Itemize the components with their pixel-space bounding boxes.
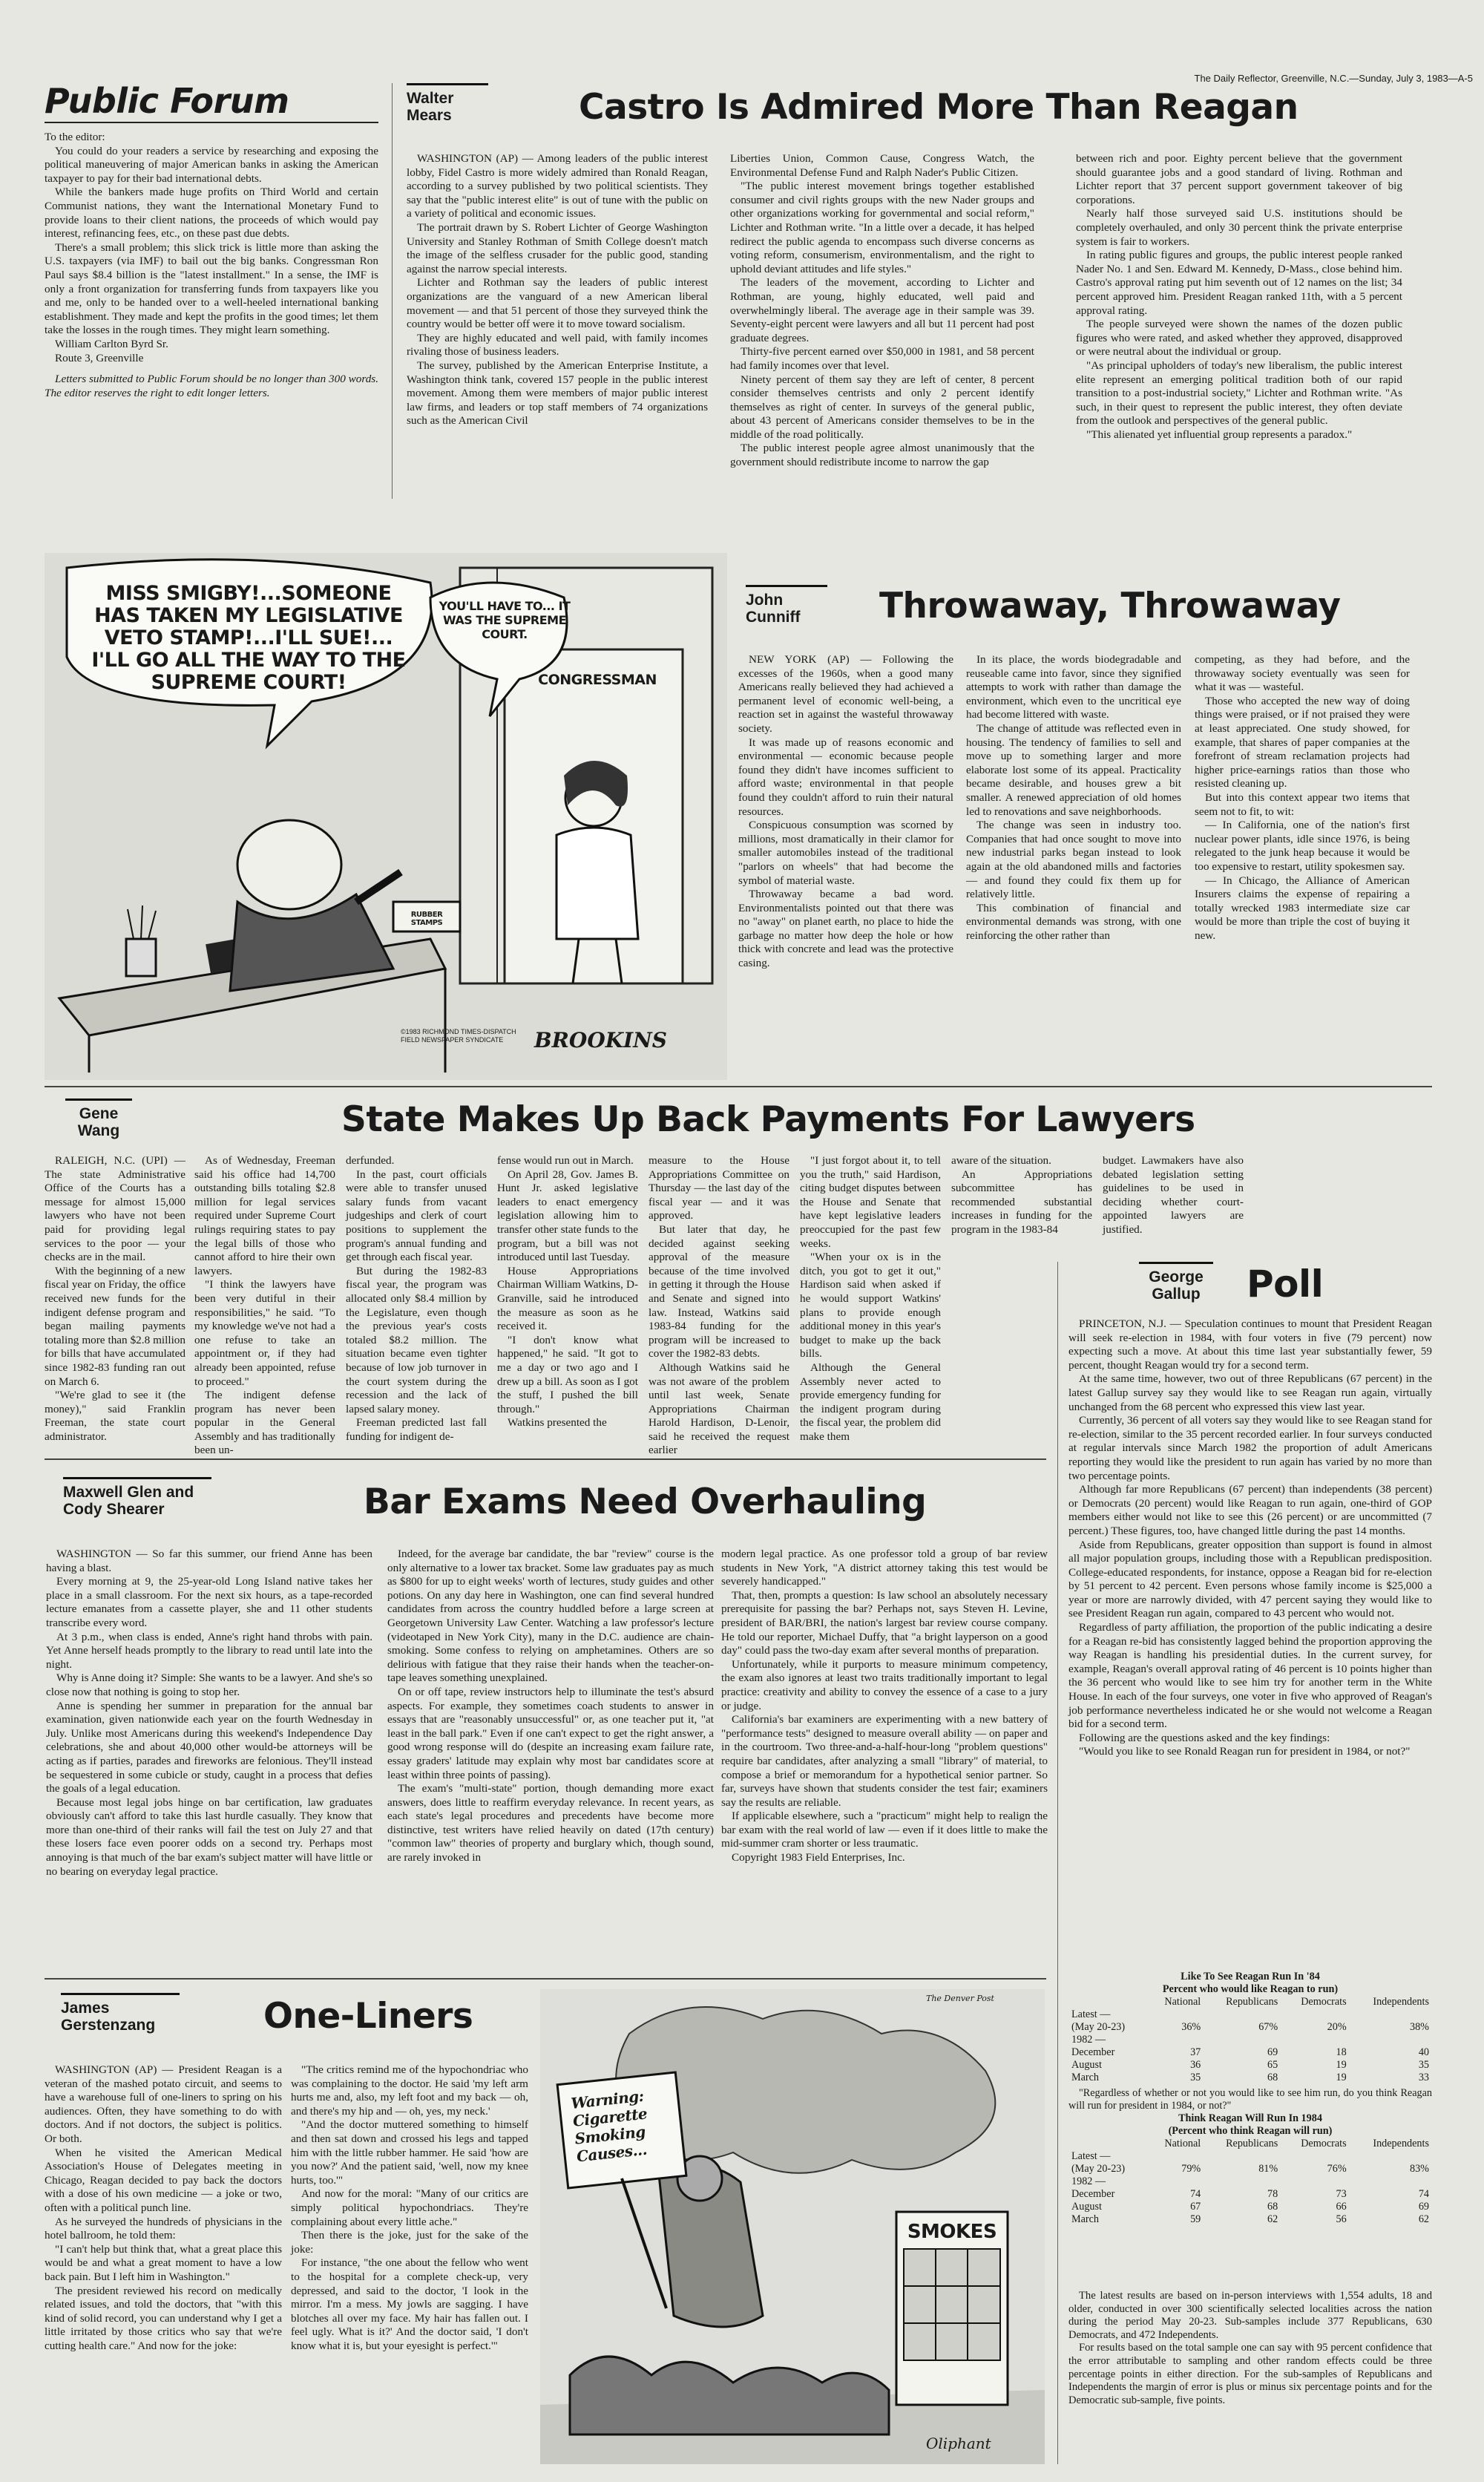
table-cell: December	[1071, 2046, 1115, 2058]
table-cell: 81%	[1258, 2163, 1278, 2175]
table-header: Independents	[1373, 2138, 1429, 2149]
lawyers-paragraph: fense would run out in March.	[497, 1154, 634, 1167]
poll-paragraph: Following are the questions asked and the key findings:	[1079, 1731, 1330, 1744]
throwaway-paragraph: Those who accepted the new way of doing things were praised, or if not praised they were at least appreciated. One study showed, for example, that shares of paper companies at the forefront of stream reclamation projects had higher price-earnings ratios than those who resisted cleaning up.	[1195, 694, 1410, 790]
cartoon-balloon-right: YOU'LL HAVE TO... IT WAS THE SUPREME COURT.	[439, 599, 571, 641]
table-cell: December	[1071, 2188, 1115, 2200]
table-cell: 1982 —	[1071, 2175, 1106, 2187]
table-cell: March	[1071, 2213, 1100, 2225]
lawyers-paragraph: House Appropriations Chairman William Watkins, D-Granville, said he introduced the measure as soon as he received it.	[497, 1264, 638, 1333]
table-cell: 76%	[1327, 2163, 1347, 2175]
oneliners-paragraph: "And the doctor muttered something to himself and then sat down and crossed his legs and tapped him with the little rubber hammer. He said 'how are you now?' And the patient said, 'well, now my knee hurts, too.'"	[291, 2118, 528, 2187]
table-cell: 20%	[1327, 2021, 1347, 2033]
castro-paragraph: In rating public figures and groups, the public interest people ranked Nader No. 1 and Sen. Edward M. Kennedy, D-Mass., close behind him. Castro's approval rating put him seventh out of 12 names on the list; 34 percent approved him. President Reagan ranked 11th, with a 5 percent approval rating.	[1076, 249, 1402, 317]
table-cell: 67	[1190, 2201, 1201, 2213]
letter-signature: William Carlton Byrd Sr.	[55, 337, 168, 350]
table-cell	[1350, 2034, 1432, 2046]
letter-paragraph: There's a small problem; this slick trick is little more than asking the U.S. taxpayers (via IMF) to bail out the big banks. Congressman Ron Paul says $8.4 billion is the "latest installment." In a sense, the IMF is only a front organization for transferring funds from taxpayers like you and me, only to be handed over to a well-heeled international banking establishment. They made and kept the profits in the good times; let them take the losses in the rough times. They might learn something.	[45, 240, 378, 337]
oneliners-headline: One-Liners	[263, 1996, 473, 2037]
throwaway-paragraph: — In California, one of the nation's first nuclear power plants, idle since 1976, is being relegated to the junk heap because it would be too expensive to restart, utility spokesmen say.	[1195, 819, 1410, 873]
table-row	[1068, 2008, 1432, 2021]
lawyers-col-5	[649, 1154, 789, 1457]
castro-byline: Walter Mears	[407, 83, 488, 124]
section-rule	[45, 1978, 1046, 1980]
throwaway-paragraph: But into this context appear two items that seem not to fit, to wit:	[1195, 790, 1410, 818]
poll-table	[1068, 2138, 1432, 2226]
table-cell: 62	[1418, 2213, 1429, 2225]
lawyers-paragraph: The indigent defense program has never been popular in the General Assembly and has traditionally been un-	[194, 1389, 335, 1457]
table-cell: 83%	[1409, 2163, 1429, 2175]
lawyers-paragraph: "When your ox is in the ditch, you got to get it out," Hardison said when asked if he would support Watkins' plans to provide enough additional money in this year's budget to make up the back bills.	[800, 1251, 941, 1360]
oneliners-paragraph: Then there is the joke, just for the sake of the joke:	[291, 2229, 528, 2256]
lawyers-paragraph: An Appropriations subcommittee has recommended substantial increases in funding for the program in the 1983-84	[951, 1168, 1092, 1236]
table-cell: 1982 —	[1071, 2034, 1106, 2046]
cartoon-signature: Oliphant	[926, 2434, 991, 2452]
bar-paragraph: Unfortunately, while it purports to measure minimum competency, the exam also ignores at least two traits traditionally important to legal practice: creativity and ability to convey the essence of a case to a jury or judge.	[721, 1657, 1048, 1712]
lawyers-paragraph: "I just forgot about it, to tell you the truth," said Hardison, citing budget disputes between the House and Senate that have kept legislative leaders preoccupied for the past few weeks.	[800, 1154, 941, 1250]
table-cell: 68	[1267, 2072, 1278, 2083]
bar-paragraph: On or off tape, review instructors help to illuminate the test's absurd aspects. For example, they sometimes coach students to answer in essays that are "reasonably unsuccessful" or, as one teacher put it, "at least in the ball park." Even if one can't expect to get the right answer, a good wrong response will do (despite an increasing exam failure rate, essay graders' latitude may explain why most bar candidates score at least within three points of passing).	[387, 1685, 714, 1781]
table-cell	[1204, 2150, 1281, 2163]
bar-copyright: Copyright 1983 Field Enterprises, Inc.	[732, 1851, 905, 1864]
table-header-row	[1068, 2138, 1432, 2150]
table-cell	[1281, 2034, 1349, 2046]
table-cell: 33	[1418, 2072, 1429, 2083]
castro-paragraph: "As principal upholders of today's new liberalism, the public interest elite represent an emerging political tradition both of our rapid transition to a post-industrial society," Lichter and Rothman write. "As such, in their quest to represent the public interest, they often deviate from the outlook and perspectives of the general public.	[1076, 358, 1402, 428]
table-cell: 67%	[1258, 2021, 1278, 2033]
throwaway-paragraph: — In Chicago, the Alliance of American Insurers claims the expense of repairing a totally wrecked 1983 intermediate size car would be more than triple the cost of buying it new.	[1195, 874, 1410, 942]
table-header: Independents	[1373, 1996, 1429, 2008]
lawyers-col-2	[194, 1154, 335, 1457]
table-cell: 68	[1267, 2201, 1278, 2213]
table-cell: 74	[1190, 2188, 1201, 2200]
throwaway-byline: John Cunniff	[746, 585, 827, 626]
oneliners-paragraph: As he surveyed the hundreds of physicians in the hotel ballroom, he told them:	[45, 2215, 282, 2242]
poll-body	[1068, 1317, 1432, 1967]
bar-col-1	[46, 1548, 372, 1971]
table-header: Democrats	[1301, 1996, 1347, 2008]
castro-paragraph: between rich and poor. Eighty percent believe that the government should guarantee jobs and a good standard of living. Rothman and Lichter report that 37 percent support government takeover of big corporations.	[1076, 152, 1402, 206]
table-header-row	[1068, 1996, 1432, 2008]
lawyers-col-8	[1103, 1154, 1244, 1265]
lawyers-paragraph: "I don't know what happened," he said. "It got to me a day or two ago and I drew up a bill. As soon as I got the stuff, I pushed the bill through."	[497, 1333, 638, 1415]
oneliners-paragraph: "I can't help but think that, what a great place this would be and what a great moment to have a low back pain. But I left him in Washington."	[45, 2242, 282, 2283]
throwaway-col-1	[738, 653, 953, 1069]
table-header: National	[1164, 2138, 1201, 2149]
cartoon-credit: ©1983 RICHMOND TIMES-DISPATCH FIELD NEWSPAPER SYNDICATE	[401, 1028, 516, 1044]
throwaway-paragraph: This combination of financial and environmental demands was strong, with one reinforcing the other rather than	[966, 901, 1181, 942]
oneliners-paragraph: And now for the moral: "Many of our critics are simply political hypochondriacs. They're complaining about every little ache."	[291, 2187, 528, 2228]
letter-address: Route 3, Greenville	[55, 351, 144, 364]
lawyers-headline: State Makes Up Back Payments For Lawyers	[341, 1099, 1195, 1140]
lawyers-byline: Gene Wang	[65, 1098, 132, 1139]
oneliners-col-2	[291, 2063, 528, 2468]
throwaway-paragraph: NEW YORK (AP) — Following the excesses of the 1960s, when a good many Americans really believed they had achieved a permanent level of economic well-being, a reaction set in against the wasteful throwaway society.	[738, 653, 953, 735]
table-cell: 62	[1267, 2213, 1278, 2225]
table-cell: 79%	[1181, 2163, 1201, 2175]
bar-paragraph: Indeed, for the average bar candidate, the bar "review" course is the only alternative to a lower tax bracket. Some law graduates pay as much as $800 for up to eight weeks' worth of lectures, study guides and other potions. On any day here in Washington, one can find several hundred candidates from across the country huddled before a large screen at Georgetown University Law Center. Watching a law professor's lecture (videotaped in New York City), many in the D.C. audience are chain-smoking. Some confess to relying on amphetamines. Others are so delirious with fatigue that they raise their hands when the teacher-on-tape leaves something unexplained.	[387, 1548, 714, 1685]
bar-col-3	[721, 1548, 1048, 1971]
table-row	[1068, 2213, 1432, 2226]
lawyers-col-4	[497, 1154, 638, 1447]
table-cell: August	[1071, 2059, 1102, 2071]
poll-paragraph: Although far more Republicans (67 percent) than independents (38 percent) or Democrats (20 percent) would like Reagan to run again, one-third of GOP members either would not like to see this (26 percent) or are uncommitted (7 percent.) These figures, too, have changed little during the past 14 months.	[1068, 1483, 1432, 1537]
letter-paragraph: While the bankers made huge profits on Third World and certain Communist nations, they want the International Monetary Fund to provide loans to their client nations, the proceeds of which would pay interest, refinancing fees, etc., on these past due debts.	[45, 186, 378, 240]
castro-paragraph: Thirty-five percent earned over $50,000 in 1981, and 58 percent had family incomes over that level.	[730, 345, 1034, 372]
lawyers-paragraph: On April 28, Gov. James B. Hunt Jr. asked legislative leaders to enact emergency legislation allowing him to transfer other state funds to the program, but a bill was not introduced until last Tuesday.	[497, 1168, 638, 1264]
public-forum-section	[45, 82, 378, 482]
castro-paragraph: The public interest people agree almost unanimously that the government should redistribute income to narrow the gap	[730, 442, 1034, 469]
lawyers-paragraph: Although Watkins said he was not aware of the problem until last week, Senate Appropriations Chairman Harold Hardison, D-Lenoir, said he received the request earlier	[649, 1360, 789, 1457]
table-cell: 19	[1336, 2072, 1347, 2083]
bar-paragraph: WASHINGTON — So far this summer, our friend Anne has been having a blast.	[46, 1548, 372, 1574]
cartoon-sign-text: Warning: Cigarette Smoking Causes...	[570, 2086, 649, 2166]
table-cell	[1204, 2175, 1281, 2188]
table-cell: 37	[1190, 2046, 1201, 2058]
bar-byline: Maxwell Glen and Cody Shearer	[63, 1477, 211, 1518]
poll-paragraph: PRINCETON, N.J. — Speculation continues to mount that President Reagan will seek re-election in 1984, with four voters in five (79 percent) now expecting such a move. At about this time last year substantially fewer, 59 percent, thought Reagan would try for a second term.	[1068, 1317, 1432, 1372]
castro-paragraph: The leaders of the movement, according to Lichter and Rothman, are young, highly educated, well paid and overwhelmingly liberal. The average age in their sample was 39. Seventy-eight percent were lawyers and all but 11 percent had post graduate degrees.	[730, 276, 1034, 344]
table-cell	[1204, 2008, 1281, 2021]
table-row	[1068, 2201, 1432, 2213]
poll-methodology	[1068, 2290, 1432, 2464]
castro-paragraph: Liberties Union, Common Cause, Congress Watch, the Environmental Defense Fund and Ralph Nader's Public Citizen.	[730, 152, 1034, 179]
table-cell: 66	[1336, 2201, 1347, 2213]
poll-paragraph: The latest results are based on in-person interviews with 1,554 adults, 18 and older, conducted in over 300 scientifically selected localities across the nation during the period May 20-23. Sub-samples include 377 Republicans, 630 Democrats, and 472 Independents.	[1068, 2290, 1432, 2341]
table-header: Republicans	[1226, 1996, 1278, 2008]
table-row	[1068, 2163, 1432, 2175]
lawyers-paragraph: But during the 1982-83 fiscal year, the program was allocated only $8.4 million by the Legislature, even though the previous year's costs totaled $8.2 million. The situation became even tighter because of low job turnover in the court system during the recession and the lack of lapsed salary money.	[346, 1264, 487, 1415]
throwaway-col-3	[1195, 653, 1410, 1069]
bar-paragraph: If applicable elsewhere, such a "practicum" might help to realign the bar exam with the real world of law — even if it does little to make the mid-summer cram shorter or less traumatic.	[721, 1810, 1048, 1850]
lawyers-col-7	[951, 1154, 1092, 1265]
table-cell: 69	[1267, 2046, 1278, 2058]
lawyers-paragraph: Watkins presented the	[508, 1416, 607, 1430]
castro-paragraph: Lichter and Rothman say the leaders of public interest organizations are the vanguard of a new American liberal movement — and that 51 percent of those they surveyed think the country would be better off were it to move toward socialism.	[407, 276, 708, 331]
castro-paragraph: The survey, published by the American Enterprise Institute, a Washington think tank, covered 157 people in the public interest movement. Among them were members of major public interest law firms, and leaders or top staff members of 74 organizations such as the American Civil	[407, 358, 708, 428]
table-cell: March	[1071, 2072, 1100, 2083]
bar-paragraph: The exam's "multi-state" portion, though demanding more exact answers, does little to reaffirm everyday relevance. In recent years, as each state's legal procedures and precedents have become more distinctive, test writers have relied heavily on dated (17th century) "common law" theories of property and burglary which, though sound, are rarely invoked in	[387, 1782, 714, 1864]
table-header: National	[1164, 1996, 1201, 2008]
table-row	[1068, 2175, 1432, 2188]
throwaway-paragraph: The change was seen in industry too. Companies that had once sought to move into new industrial parks began instead to look again at the old abandoned mills and factories — and found they could fix them up for relatively little.	[966, 819, 1181, 901]
bar-paragraph: California's bar examiners are experimenting with a new battery of "performance tests" designed to measure overall ability — on paper and in the courtroom. Two three-and-a-half-hour-long "problem questions" require bar candidates, after analyzing a small "library" of material, to compose a brief or memorandum for a hypothetical senior partner. So far, surveys have shown that students consider the test fair; examiners say the results are reliable.	[721, 1713, 1048, 1809]
table-cell	[1148, 2175, 1204, 2188]
table-cell	[1350, 2175, 1432, 2188]
letter-paragraph: You could do your readers a service by researching and exposing the political maneuvering of major American banks in asking the American taxpayer to pay for their bad international debts.	[45, 144, 378, 185]
lawyers-paragraph: aware of the situation.	[951, 1154, 1051, 1167]
oneliners-byline: James Gerstenzang	[61, 1993, 180, 2034]
bar-paragraph: Every morning at 9, the 25-year-old Long Island native takes her place in a small classroom. For the next six hours, as a tape-recorded lecture emanates from a cassette player, she and 11 other students transcribe every word.	[46, 1575, 372, 1629]
table-row	[1068, 2150, 1432, 2163]
cartoon-box-label: RUBBER STAMPS	[410, 911, 443, 927]
editorial-cartoon-veto	[45, 553, 727, 1080]
castro-col-1	[407, 152, 708, 494]
poll-question-2: "Regardless of whether or not you would like to see him run, do you think Reagan will run for president in 1984, or not?"	[1068, 2087, 1432, 2112]
poll-paragraph: For results based on the total sample one can say with 95 percent confidence that the error attributable to sampling and other random effects could be three percentage points in either direction. For the sub-samples of Republicans and Independents the margin of error is plus or minus six percentage points and for the Democratic sub-sample, five points.	[1068, 2342, 1432, 2406]
column-rule	[392, 83, 393, 499]
throwaway-headline: Throwaway, Throwaway	[879, 586, 1341, 626]
throwaway-paragraph: Conspicuous consumption was scorned by millions, most dramatically in their clamor for smaller automobiles instead of the traditional "parlors on wheels" that had become the symbol of material waste.	[738, 819, 953, 887]
lawyers-paragraph: Freeman predicted last fall funding for indigent de-	[346, 1416, 487, 1443]
table-cell	[1350, 2150, 1432, 2163]
table-row	[1068, 2059, 1432, 2072]
table-cell: 73	[1336, 2188, 1347, 2200]
table-header: Democrats	[1301, 2138, 1347, 2149]
lawyers-paragraph: budget. Lawmakers have also debated legislation setting guidelines to be used in deciding whether court-appointed lawyers are justified.	[1103, 1154, 1244, 1236]
poll-table	[1068, 1996, 1432, 2084]
cartoon-signature: BROOKINS	[534, 1028, 667, 1052]
poll-headline: Poll	[1247, 1263, 1324, 1306]
oneliners-paragraph: When he visited the American Medical Association's House of Delegates meeting in Chicago, Reagan decided to pay back the doctors with a dose of his own medicine — a joke or two, often with a political punch line.	[45, 2146, 282, 2214]
bar-paragraph: modern legal practice. As one professor told a group of bar review students in New York, "A district attorney taking this test would be severely handicapped."	[721, 1548, 1048, 1588]
lawyers-paragraph: measure to the House Appropriations Committee on Thursday — the last day of the fiscal year — and it was approved.	[649, 1154, 789, 1222]
table-subtitle: (Percent who think Reagan will run)	[1168, 2125, 1333, 2137]
throwaway-paragraph: competing, as they had before, and the throwaway society eventually was seen for what it was — wasteful.	[1195, 653, 1410, 694]
throwaway-paragraph: In its place, the words biodegradable and reuseable came into favor, since they signified attempts to work with rather than damage the environment, which even to the uncritical eye had become littered with waste.	[966, 653, 1181, 721]
lawyers-paragraph: With the beginning of a new fiscal year on Friday, the office received new funds for the indigent defense program and began mailing payments totaling more than $2.8 million for bills that have accumulated since 1982-83 funding ran out on March 6.	[45, 1264, 186, 1388]
table-cell: 40	[1418, 2046, 1429, 2058]
lawyers-paragraph: derfunded.	[346, 1154, 395, 1167]
poll-paragraph: At the same time, however, two out of three Republicans (67 percent) in the latest Gallup survey say they would like to see Reagan run again, virtually unchanged from the 68 percent who expressed this view last year.	[1068, 1372, 1432, 1413]
table-cell: August	[1071, 2201, 1102, 2213]
table-row	[1068, 2034, 1432, 2046]
poll-paragraph: Aside from Republicans, greater opposition than support is found in almost all major population groups, including those with a Republican predisposition. College-educated respondents, for instance, oppose a Reagan bid for re-election by 51 percent to 42 percent. Even persons whose family income is $25,000 a year or more are narrowly divided, with 47 percent saying they would like to see President Reagan run again, compared to 43 percent who would not.	[1068, 1538, 1432, 1620]
lawyers-col-3	[346, 1154, 487, 1447]
table-cell: 35	[1418, 2059, 1429, 2071]
table-header	[1068, 2138, 1148, 2150]
table-row	[1068, 2046, 1432, 2059]
forum-policy-note: Letters submitted to Public Forum should be no longer than 300 words. The editor reserves the right to edit longer letters.	[45, 373, 378, 399]
lawyers-paragraph: But later that day, he decided against seeking approval of the measure because of the time involved in getting it through the House and Senate and signed into law. Instead, Watkins said 1983-84 funding for the program will be increased to cover the 1982-83 debts.	[649, 1222, 789, 1360]
table-cell	[1281, 2175, 1349, 2188]
table-cell	[1204, 2034, 1281, 2046]
throwaway-paragraph: Throwaway became a bad word. Environmentalists pointed out that there was no "away" on planet earth, no place to hide the garbage no matter how deep the hole or how thick with concrete and lead was the protective casing.	[738, 888, 953, 970]
bar-paragraph: Because most legal jobs hinge on bar certification, law graduates obviously can't afford to take this last hurdle casually. They know that more than one-third of their ranks will fail the test on July 27 and that these losers face even poorer odds on a second try. Perhaps most annoying is that much of the bar exam's subject matter will have little or no bearing on everyday legal practice.	[46, 1795, 372, 1878]
poll-question: "Would you like to see Ronald Reagan run for president in 1984, or not?"	[1079, 1745, 1411, 1758]
table-cell: Latest —	[1071, 2008, 1111, 2020]
lawyers-paragraph: Although the General Assembly never acted to provide emergency funding for the indigent program during the fiscal year, the problem did make them	[800, 1360, 941, 1443]
table-cell: 35	[1190, 2072, 1201, 2083]
table-header	[1068, 1996, 1148, 2008]
letter-salutation: To the editor:	[45, 131, 105, 143]
table-title: Like To See Reagan Run In '84	[1181, 1971, 1320, 1982]
bar-paragraph: At 3 p.m., when class is ended, Anne's right hand throbs with pain. Yet Anne herself heads promptly to the library to read until late into the night.	[46, 1630, 372, 1671]
throwaway-paragraph: The change of attitude was reflected even in housing. The tendency of families to sell and move up to something larger and more elaborate lost some of its appeal. Practicality became desirable, and houses grew a bit smaller. A renewed appreciation of old homes led to renovations and save neighborhoods.	[966, 721, 1181, 818]
bar-headline: Bar Exams Need Overhauling	[364, 1481, 927, 1522]
table-cell: 38%	[1409, 2021, 1429, 2033]
castro-paragraph: The people surveyed were shown the names of the dozen public figures who were rated, and asked whether they approved, disapproved or were neutral about the individual or group.	[1076, 318, 1402, 358]
bar-paragraph: That, then, prompts a question: Is law school an absolutely necessary prerequisite for passing the bar? Perhaps not, says Steven H. Levine, president of BAR/BRI, the nation's largest bar review course company. He told our reporter, Michael Duffy, that "a bright layperson on a good day" could pass the two-day exam after several months of preparation.	[721, 1588, 1048, 1657]
lawyers-paragraph: "I think the lawyers have been very dutiful in their responsibilities," he said. "To my knowledge we've not had a one refuse to take an appointment or, if they had already been appointed, refuse to proceed."	[194, 1278, 335, 1388]
table-row	[1068, 2188, 1432, 2201]
castro-paragraph: The portrait drawn by S. Robert Lichter of George Washington University and Stanley Rothman of Smith College doesn't match the image of the selfless crusader for the public good, standing against the narrow special interests.	[407, 220, 708, 275]
table-row	[1068, 2072, 1432, 2084]
lawyers-paragraph: RALEIGH, N.C. (UPI) — The state Administrative Office of the Courts has a message for almost 15,000 lawyers who have not been paid for providing legal services to the poor — your checks are in the mail.	[45, 1154, 186, 1264]
table-row	[1068, 2021, 1432, 2034]
table-cell: Latest —	[1071, 2150, 1111, 2162]
oneliners-paragraph: WASHINGTON (AP) — President Reagan is a veteran of the mashed potato circuit, and seems to have a warehouse full of one-liners to spring on his audiences. Often, they have something to do with doctors. And if not doctors, the subject is politics. Or both.	[45, 2063, 282, 2145]
table-cell	[1148, 2034, 1204, 2046]
castro-paragraph: They are highly educated and well paid, with family incomes rivaling those of business leaders.	[407, 331, 708, 358]
poll-table-like-to-see	[1068, 1971, 1432, 2226]
table-cell	[1350, 2008, 1432, 2021]
table-cell: 56	[1336, 2213, 1347, 2225]
castro-col-2	[730, 152, 1034, 538]
lawyers-paragraph: As of Wednesday, Freeman said his office had 14,700 outstanding bills totaling $2.8 million for legal services required under Supreme Court rulings requiring states to pay the legal bills of those who cannot afford to hire their own lawyers.	[194, 1154, 335, 1277]
cartoon-balloon-left: MISS SMIGBY!...SOMEONE HAS TAKEN MY LEGISLATIVE VETO STAMP!...I'LL SUE!... I'LL GO ALL THE WAY TO THE SUPREME COURT!	[91, 582, 406, 694]
table-cell: 65	[1267, 2059, 1278, 2071]
castro-paragraph: "This alienated yet influential group represents a paradox."	[1086, 428, 1353, 441]
table-cell	[1148, 2150, 1204, 2163]
throwaway-paragraph: It was made up of reasons economic and environmental — economic because people found they didn't have incomes sufficient to afford waste; environmental in that people found they couldn't afford to ruin their natural resources.	[738, 736, 953, 818]
table-title: Think Reagan Will Run In 1984	[1178, 2112, 1322, 2124]
section-rule	[45, 1086, 1432, 1087]
throwaway-col-2	[966, 653, 1181, 1069]
public-forum-title: Public Forum	[45, 82, 378, 123]
table-cell: 78	[1267, 2188, 1278, 2200]
table-cell	[1148, 2008, 1204, 2021]
table-header: Republicans	[1226, 2138, 1278, 2149]
lawyers-col-1	[45, 1154, 186, 1447]
table-cell: 19	[1336, 2059, 1347, 2071]
castro-paragraph: Ninety percent of them say they are left of center, 8 percent consider themselves centrists and only 2 percent identify themselves as right of center. In surveys of the general public, about 43 percent of Americans consider themselves to be in the middle of the road politically.	[730, 373, 1034, 441]
castro-paragraph: "The public interest movement brings together established consumer and civil rights groups with the new Nader groups and other organizations working for governmental and social reform," Lichter and Rothman write. "In a little over a decade, it has helped redirect the public agenda to encompass such diverse concerns as voting reform, consumerism, environmentalism, and the right to uphold deviant attitudes and life styles."	[730, 180, 1034, 275]
castro-col-3	[1076, 152, 1402, 538]
table-cell	[1281, 2008, 1349, 2021]
lawyers-paragraph: In the past, court officials were able to transfer unused salary funds from vacant judgeships and clerk of court positions to supplement the program's annual funding and get through each fiscal year.	[346, 1168, 487, 1264]
oneliners-paragraph: For instance, "the one about the fellow who went to the hospital for a complete check-up, very depressed, and said to the doctor, 'I look in the mirror. I'm a mess. My jowls are sagging. I have blotches all over my face. My hair has fallen out. I feel ugly. What is it?' And the doctor said, 'I don't know what it is, but your eyesight is perfect.'"	[291, 2256, 528, 2352]
bar-col-2	[387, 1548, 714, 1971]
lawyers-col-6	[800, 1154, 941, 1447]
section-rule	[45, 1458, 1046, 1460]
table-cell: (May 20-23)	[1071, 2021, 1126, 2033]
editorial-cartoon-smoking	[540, 1989, 1045, 2464]
oneliners-col-1	[45, 2063, 282, 2468]
table-cell	[1281, 2150, 1349, 2163]
table-cell: (May 20-23)	[1071, 2163, 1126, 2175]
poll-paragraph: Currently, 36 percent of all voters say they would like to see Reagan stand for re-election, similar to the 35 percent recorded earlier. In four surveys conducted at regular intervals since March 1982 the proportion of adult Americans reporting they would like the president to run again has varied by no more than two percentage points.	[1068, 1414, 1432, 1482]
castro-paragraph: Nearly half those surveyed said U.S. institutions should be completely overhauled, and only 30 percent think the private enterprise system is fair to workers.	[1076, 207, 1402, 248]
bar-paragraph: Why is Anne doing it? Simple: She wants to be a lawyer. And she's so close now that nothing is going to stop her.	[46, 1671, 372, 1698]
table-cell: 69	[1418, 2201, 1429, 2213]
cartoon-credit: The Denver Post	[926, 1994, 994, 2003]
cartoon-door-sign: CONGRESSMAN	[538, 672, 657, 688]
masthead: The Daily Reflector, Greenville, N.C.—Sunday, July 3, 1983—A-5	[1194, 73, 1473, 84]
public-forum-letter	[45, 131, 378, 479]
poll-byline: George Gallup	[1139, 1262, 1213, 1303]
castro-paragraph: WASHINGTON (AP) — Among leaders of the public interest lobby, Fidel Castro is more widely admired than Ronald Reagan, according to a survey published by two political scientists. They say that the "public interest elite" is out of tune with the public on a variety of political and economic issues.	[407, 152, 708, 220]
table-cell: 36%	[1181, 2021, 1201, 2033]
oneliners-paragraph: "The critics remind me of the hypochondriac who was complaining to the doctor. He said 'my left arm hurts me and, also, my left foot and my back — oh, and there's my hip and — oh, yes, my neck.'	[291, 2063, 528, 2118]
cartoon-box-label: SMOKES	[907, 2221, 997, 2243]
table-cell: 59	[1190, 2213, 1201, 2225]
table-cell: 36	[1190, 2059, 1201, 2071]
poll-paragraph: Regardless of party affiliation, the proportion of the public indicating a desire for a Reagan re-bid has consistently lagged behind the proportion approving the way Reagan is handling his presidential duties. In the current survey, for example, Reagan's overall approval rating of 46 percent is 10 points higher than the 36 percent who would like to see him try for another term in the White House. In each of the four surveys, one voter in five who approved of Reagan's job performance nevertheless indicated he or she would not welcome a Reagan bid for a second term.	[1068, 1621, 1432, 1731]
table-cell: 74	[1418, 2188, 1429, 2200]
table-subtitle: Percent who would like Reagan to run)	[1162, 1983, 1339, 1995]
lawyers-paragraph: "We're glad to see it (the money)," said Franklin Freeman, the state court administrator.	[45, 1389, 186, 1443]
table-cell: 18	[1336, 2046, 1347, 2058]
castro-headline: Castro Is Admired More Than Reagan	[579, 87, 1298, 128]
oneliners-paragraph: The president reviewed his record on medically related issues, and told the doctors, that "with this kind of solid record, you can understand why I get a little irritated by those critics who say that we're cutting health care." And now for the joke:	[45, 2284, 282, 2352]
bar-paragraph: Anne is spending her summer in preparation for the annual bar examination, given nationwide each year on the fourth Wednesday in July. Unlike most Americans during this weekend's Independence Day celebrations, she and about 40,000 other would-be attorneys will be acting as if parties, parades and fireworks are felonious. They'll instead be sequestered in some cubicle or study, caught in a process that defies the goals of a legal education.	[46, 1699, 372, 1795]
column-rule	[1057, 1262, 1058, 2464]
